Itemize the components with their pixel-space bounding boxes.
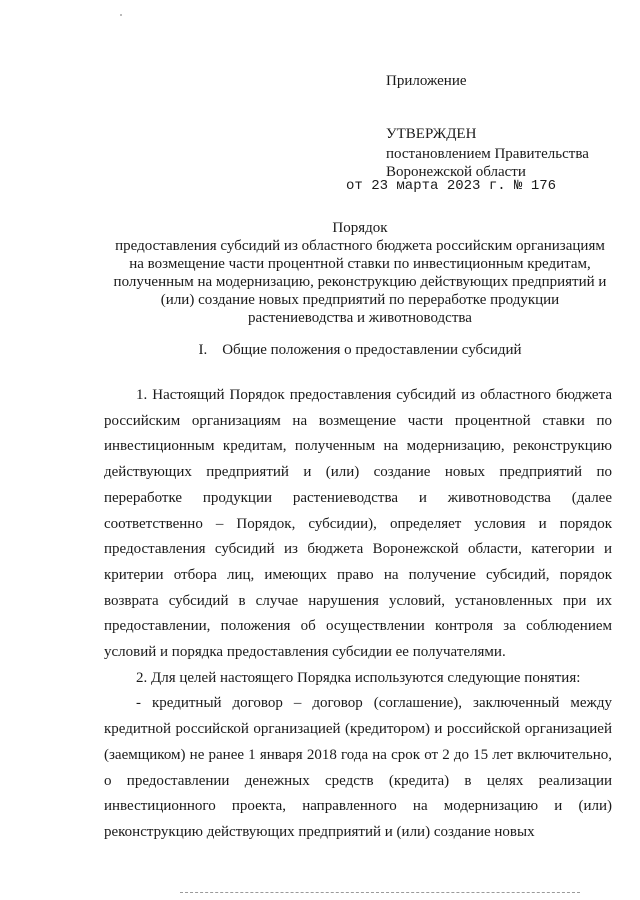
paragraph-2: 2. Для целей настоящего Порядка используются следующие понятия: [136, 669, 581, 686]
scan-edge-line [180, 892, 580, 893]
title-line: (или) создание новых предприятий по переработке продукции [160, 292, 560, 308]
appendix-label: Приложение [386, 73, 467, 89]
scan-mark [120, 14, 122, 16]
approved-label: УТВЕРЖДЕН [386, 126, 477, 142]
document-title: Порядок [332, 220, 388, 236]
section-heading [100, 342, 620, 359]
title-line: растениеводства и животноводства [248, 310, 472, 326]
paragraph-3: - кредитный договор – договор (соглашение), заключенный между кредитной российской организацией (кредитором) и российской организацией (заемщиком) не ранее 1 января 2018 года на срок от 2 до 15 лет включительно, о предоставлении денежных средств (кредита) в целях реализации инвестиционного проекта, направленного на модернизацию и (или) реконструкцию действующих предприятий и (или) создание новых [104, 695, 612, 840]
title-line: на возмещение части процентной ставки по инвестиционным кредитам, [129, 256, 591, 272]
decree-date-number: от 23 марта 2023 г. № 176 [346, 178, 557, 194]
title-line: предоставления субсидий из областного бюджета российским организациям [115, 238, 605, 254]
section-title: Общие положения о предоставлении субсидий [222, 342, 522, 358]
document-body [104, 383, 612, 846]
title-line: полученным на модернизацию, реконструкцию действующих предприятий и [113, 274, 607, 290]
paragraph-1: 1. Настоящий Порядок предоставления субсидий из областного бюджета российским организациям на возмещение части процентной ставки по инвестиционным кредитам, полученным на модернизацию, реконструкцию действующих предприятий и (или) создание новых предприятий по переработке продукции растениеводства и животноводства (далее соответственно – Порядок, субсидии), определяет условия и порядок предоставления субсидий из бюджета Воронежской области, категории и критерии отбора лиц, имеющих право на получение субсидий, порядок возврата субсидий в случае нарушения условий, установленных при их предоставлении, положения об осуществлении контроля за соблюдением условий и порядка предоставления субсидии ее получателями. [104, 387, 612, 661]
section-number: I. [198, 342, 208, 358]
approved-by-line2: Воронежской области [386, 164, 526, 180]
approved-by-line1: постановлением Правительства [386, 146, 589, 162]
